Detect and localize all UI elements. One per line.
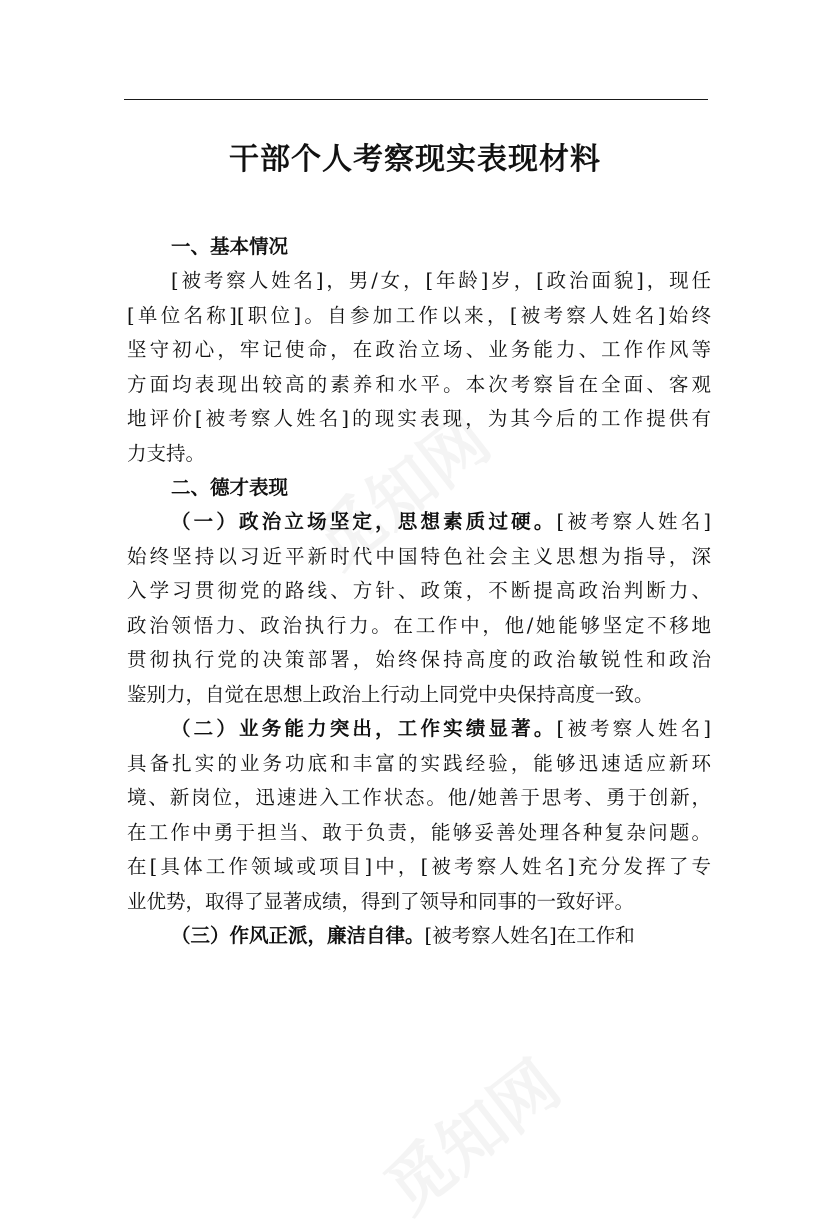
paragraph-line: 地评价[被考察人姓名]的现实表现，为其今后的工作提供有 bbox=[127, 407, 711, 430]
subsection-lead: （二）业务能力突出，工作实绩显著。 bbox=[171, 717, 557, 740]
paragraph-line: 始终坚持以习近平新时代中国特色社会主义思想为指导，深 bbox=[127, 544, 711, 568]
header-rule bbox=[124, 99, 708, 100]
paragraph-line: 方面均表现出较高的素养和水平。本次考察旨在全面、客观 bbox=[127, 372, 711, 396]
watermark bbox=[362, 1034, 577, 1231]
section-heading-performance: 二、德才表现 bbox=[171, 476, 289, 499]
paragraph-text: [被考察人姓名] bbox=[556, 717, 711, 740]
paragraph-text: [被考察人姓名]在工作和 bbox=[424, 924, 635, 947]
document-title: 干部个人考察现实表现材料 bbox=[229, 142, 601, 177]
paragraph-line bbox=[127, 505, 711, 540]
paragraph-line: 境、新岗位，迅速进入工作状态。他/她善于思考、勇于创新， bbox=[127, 786, 711, 809]
subsection-lead: （一）政治立场坚定，思想素质过硬。 bbox=[171, 510, 557, 533]
paragraph-line: 在[具体工作领域或项目]中，[被考察人姓名]充分发挥了专 bbox=[127, 855, 711, 878]
paragraph-text: [被考察人姓名] bbox=[556, 510, 711, 533]
paragraph-line bbox=[127, 712, 711, 747]
paragraph-line: 入学习贯彻党的路线、方针、政策，不断提高政治判断力、 bbox=[127, 579, 711, 602]
paragraph-line: 具备扎实的业务功底和丰富的实践经验，能够迅速适应新环 bbox=[127, 751, 711, 775]
paragraph-line: 政治领悟力、政治执行力。在工作中，他/她能够坚定不移地 bbox=[127, 613, 711, 637]
paragraph-line: 力支持。 bbox=[127, 441, 206, 465]
paragraph-line: 业优势，取得了显著成绩，得到了领导和同事的一致好评。 bbox=[127, 889, 635, 913]
subsection-lead: （三）作风正派，廉洁自律。 bbox=[171, 924, 425, 947]
paragraph-line: [被考察人姓名]，男/女，[年龄]岁，[政治面貌]，现任 bbox=[171, 269, 711, 292]
paragraph-line: 鉴别力，自觉在思想上政治上行动上同党中央保持高度一致。 bbox=[127, 682, 654, 706]
document-body bbox=[127, 230, 711, 954]
paragraph-line: 贯彻执行党的决策部署，始终保持高度的政治敏锐性和政治 bbox=[127, 648, 711, 671]
paragraph-line bbox=[127, 919, 711, 954]
paragraph-line: 坚守初心，牢记使命，在政治立场、业务能力、工作作风等 bbox=[127, 338, 711, 361]
paragraph-line: [单位名称][职位]。自参加工作以来，[被考察人姓名]始终 bbox=[127, 303, 711, 327]
section-heading-basic-info: 一、基本情况 bbox=[171, 235, 289, 258]
paragraph-line: 在工作中勇于担当、敢于负责，能够妥善处理各种复杂问题。 bbox=[127, 820, 711, 844]
